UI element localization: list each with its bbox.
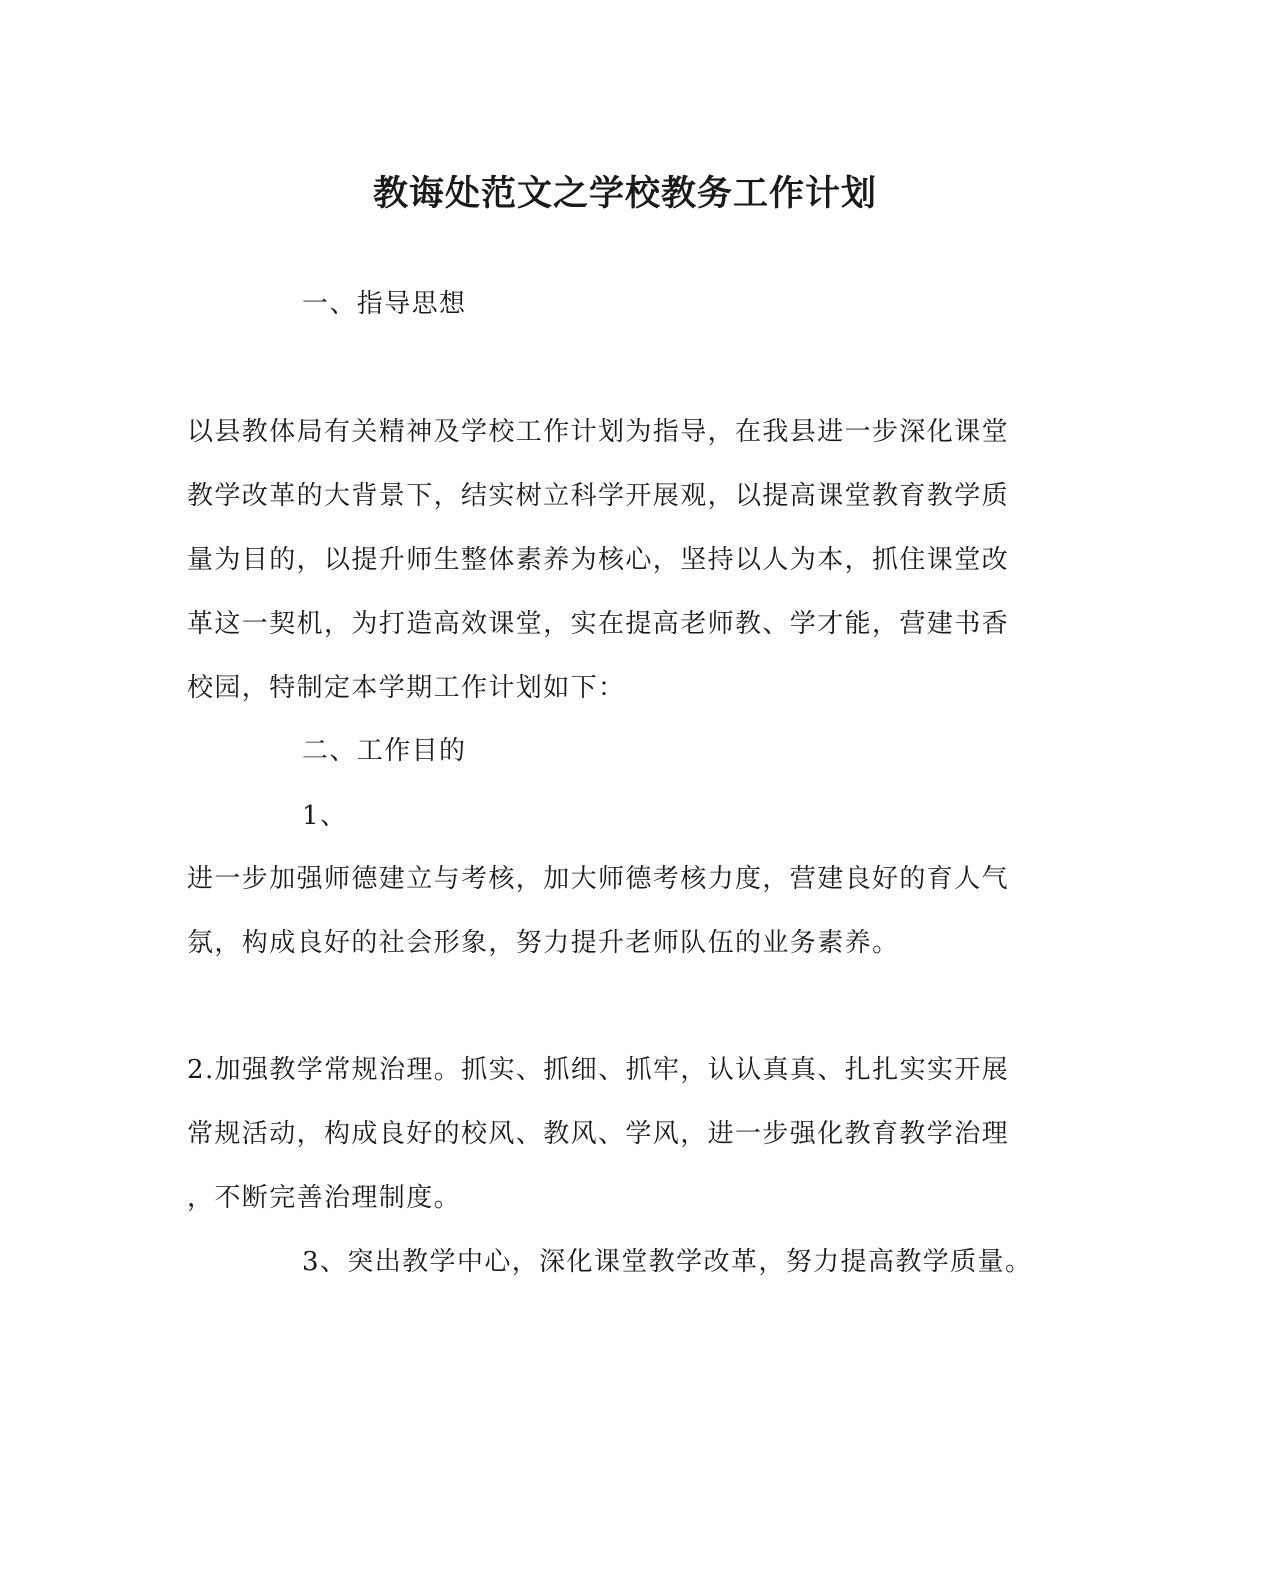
paragraph-line: 革这一契机，为打造高效课堂，实在提高老师教、学才能，营建书香 <box>187 609 1010 639</box>
paragraph-line: 量为目的，以提升师生整体素养为核心，坚持以人为本，抓住课堂改 <box>187 545 1010 575</box>
list-item-number: 1、 <box>302 801 348 831</box>
paragraph-line: 氛，构成良好的社会形象，努力提升老师队伍的业务素养。 <box>187 928 900 958</box>
list-item-3: 3、突出教学中心，深化课堂教学改革，努力提高教学质量。 <box>302 1247 1033 1277</box>
section-heading-work-goals: 二、工作目的 <box>302 736 467 766</box>
paragraph-line: 校园，特制定本学期工作计划如下： <box>187 673 626 703</box>
paragraph-line: 2.加强教学常规治理。抓实、抓细、抓牢，认认真真、扎扎实实开展 <box>187 1055 1010 1085</box>
document-title: 教诲处范文之学校教务工作计划 <box>372 173 877 214</box>
paragraph-line: 以县教体局有关精神及学校工作计划为指导，在我县进一步深化课堂 <box>187 417 1010 447</box>
paragraph-line: ，不断完善治理制度。 <box>187 1183 462 1213</box>
paragraph-line: 常规活动，构成良好的校风、教风、学风，进一步强化教育教学治理 <box>187 1119 1010 1149</box>
paragraph-line: 教学改革的大背景下，结实树立科学开展观，以提高课堂教育教学质 <box>187 481 1010 511</box>
section-heading-guiding-ideology: 一、指导思想 <box>302 289 467 319</box>
paragraph-line: 进一步加强师德建立与考核，加大师德考核力度，营建良好的育人气 <box>187 864 1010 894</box>
